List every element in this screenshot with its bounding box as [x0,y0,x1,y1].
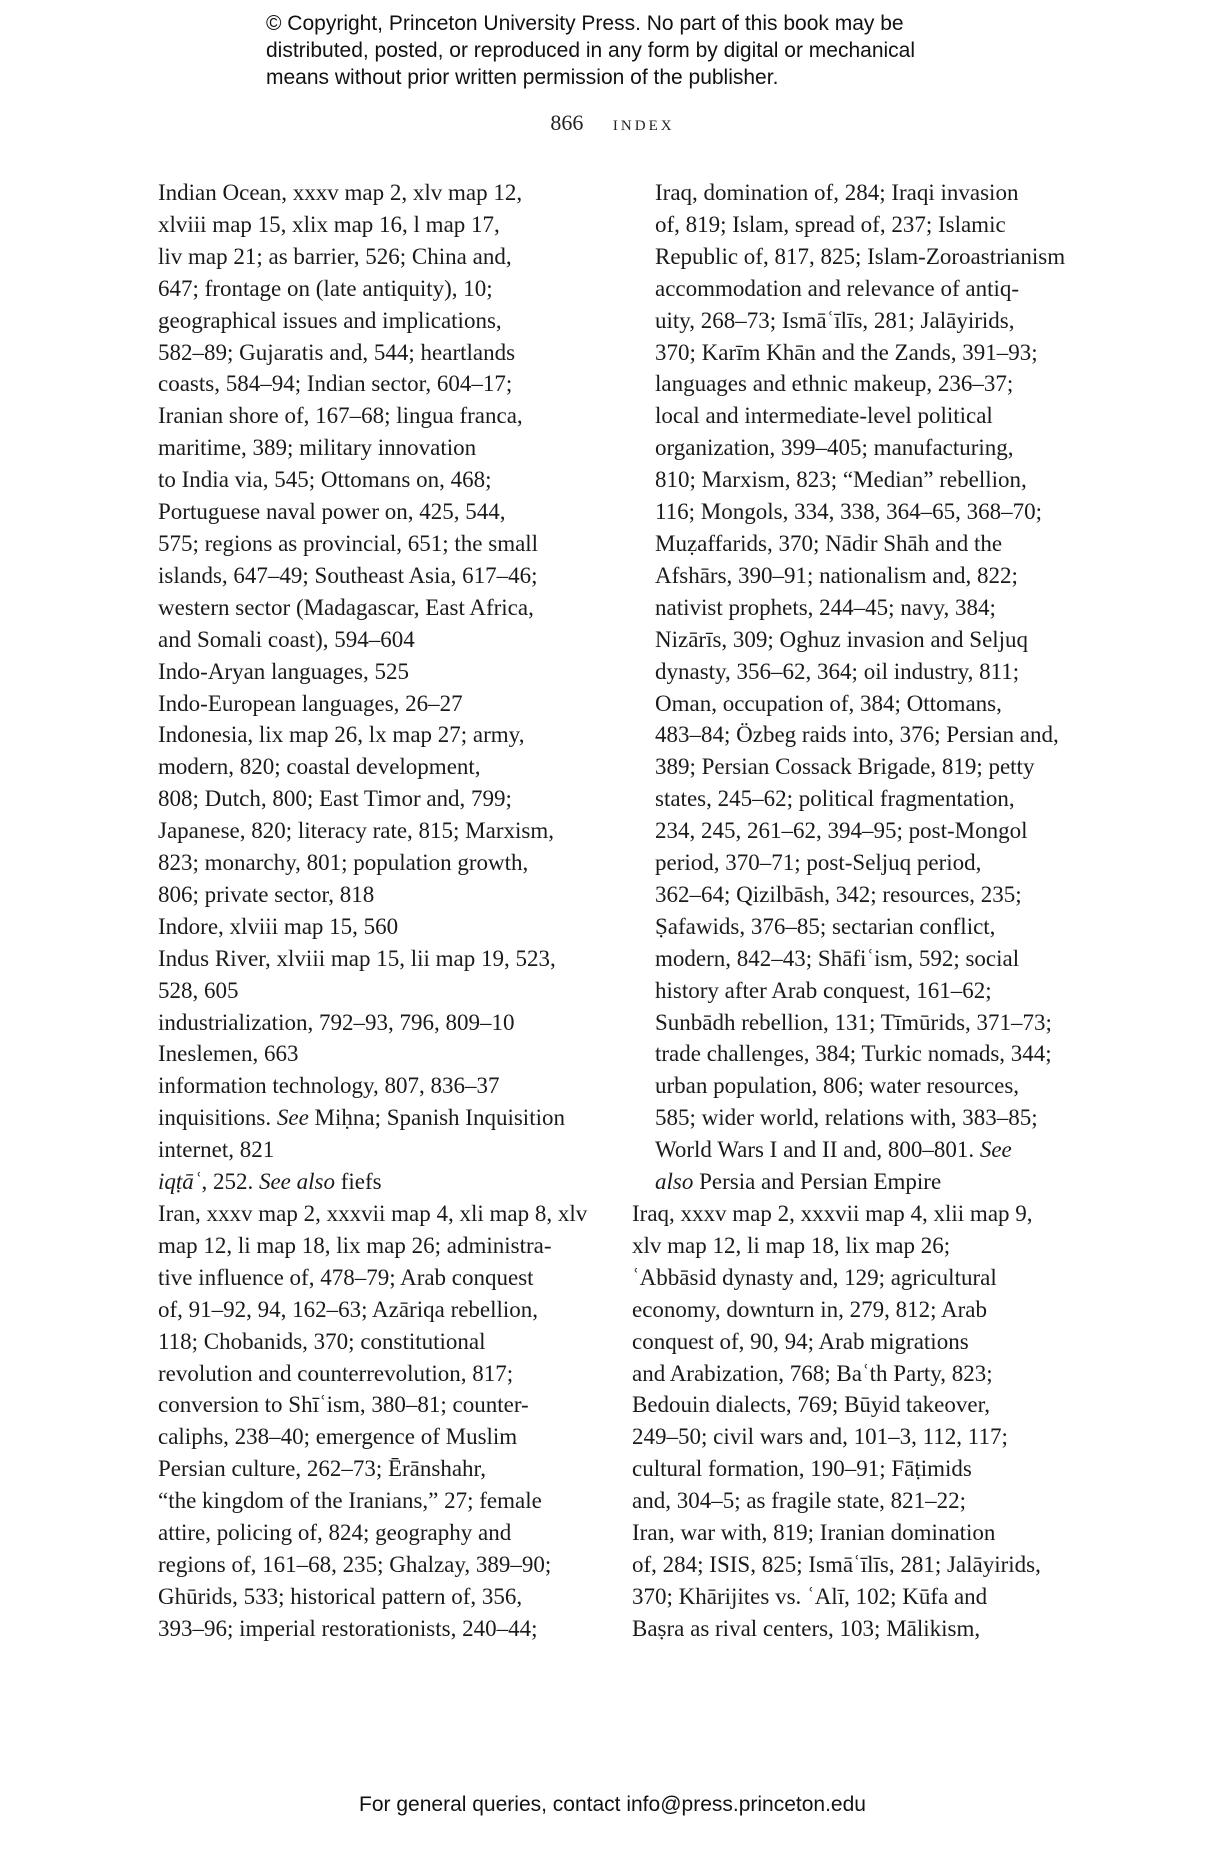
entry-line: revolution and counterrevolution, 817; [158,1360,514,1386]
entry-line: Sunbādh rebellion, 131; Tīmūrids, 371–73; [655,1009,1052,1035]
entry-line: nativist prophets, 244–45; navy, 384; [655,594,996,620]
entry-line: and Somali coast), 594–604 [158,626,415,652]
entry-line: 808; Dutch, 800; East Timor and, 799; [158,786,512,812]
entry-line: 370; Karīm Khān and the Zands, 391–93; [655,339,1038,365]
entry-line: 118; Chobanids, 370; constitutional [158,1328,486,1354]
entry-line [655,1134,1102,1166]
copyright-line: distributed, posted, or reproduced in any form by digital or mechanical [266,39,916,62]
entry-line: 389; Persian Cossack Brigade, 819; petty [655,754,1035,780]
entry-line: of, 284; ISIS, 825; Ismāʿīlīs, 281; Jalāyirids, [632,1551,1041,1577]
index-entry [158,1070,598,1102]
entry-line: Ineslemen, 663 [158,1041,299,1067]
index-entry [158,177,598,656]
entry-line: “the kingdom of the Iranians,” 27; female [158,1488,542,1514]
italic-text: See also [258,1169,335,1195]
entry-line: 582–89; Gujaratis and, 544; heartlands [158,339,516,365]
index-entry [158,1166,598,1198]
entry-line: of, 91–92, 94, 162–63; Azāriqa rebellion, [158,1296,539,1322]
entry-line: modern, 842–43; Shāfiʿism, 592; social [655,945,1020,971]
entry-line: Muẓaffarids, 370; Nādir Shāh and the [655,530,1003,556]
entry-line: 483–84; Özbeg raids into, 376; Persian and, [655,722,1059,748]
entry-line [158,1102,598,1134]
entry-line: conquest of, 90, 94; Arab migrations [632,1328,969,1354]
entry-line: 249–50; civil wars and, 101–3, 112, 117; [632,1424,1008,1450]
copyright-line: © Copyright, Princeton University Press. No part of this book may be [266,12,904,35]
italic-text: also [655,1169,694,1195]
entry-line: 528, 605 [158,977,239,1003]
entry-line: 362–64; Qizilbāsh, 342; resources, 235; [655,881,1022,907]
index-entry [158,656,598,688]
entry-line: and Arabization, 768; Baʿth Party, 823; [632,1360,993,1386]
entry-line [655,1166,1102,1198]
entry-line: Ghūrids, 533; historical pattern of, 356, [158,1583,523,1609]
entry-line: coasts, 584–94; Indian sector, 604–17; [158,371,513,397]
entry-line: Oman, occupation of, 384; Ottomans, [655,690,1002,716]
index-entry [158,1102,598,1134]
entry-line: and, 304–5; as fragile state, 821–22; [632,1488,967,1514]
index-column-left [158,177,598,1645]
entry-line: conversion to Shīʿism, 380–81; counter- [158,1392,529,1418]
entry-line: Ṣafawids, 376–85; sectarian conflict, [655,913,996,939]
entry-line: geographical issues and implications, [158,307,502,333]
entry-line: economy, downturn in, 279, 812; Arab [632,1296,987,1322]
italic-text: iqṭāʿ [158,1169,202,1195]
entry-line: Republic of, 817, 825; Islam-Zoroastrianism [655,243,1066,269]
entry-line: languages and ethnic makeup, 236–37; [655,371,1014,397]
entry-line: maritime, 389; military innovation [158,435,477,461]
entry-line: ʿAbbāsid dynasty and, 129; agricultural [632,1264,997,1290]
italic-text: See [979,1137,1012,1163]
index-entry [158,1038,598,1070]
entry-line: Afshārs, 390–91; nationalism and, 822; [655,562,1018,588]
entry-line: regions of, 161–68, 235; Ghalzay, 389–90; [158,1551,552,1577]
entry-line: xlv map 12, li map 18, lix map 26; [632,1232,951,1258]
running-head [0,110,1225,136]
entry-line: liv map 21; as barrier, 526; China and, [158,243,512,269]
entry-line: Indore, xlviii map 15, 560 [158,913,399,939]
entry-line: Iranian shore of, 167–68; lingua franca, [158,403,523,429]
entry-line: industrialization, 792–93, 796, 809–10 [158,1009,515,1035]
index-entry [158,911,598,943]
entry-line: Iraq, xxxv map 2, xxxvii map 4, xlii map 9, [632,1201,1033,1226]
entry-line: 370; Khārijites vs. ʿAlī, 102; Kūfa and [632,1583,988,1609]
entry-line: Indus River, xlviii map 15, lii map 19, 523, [158,945,556,971]
entry-line: Iran, war with, 819; Iranian domination [632,1520,996,1546]
entry-line: Indo-European languages, 26–27 [158,690,463,716]
entry-line: Indonesia, lix map 26, lx map 27; army, [158,722,525,748]
entry-line: 393–96; imperial restorationists, 240–44; [158,1615,538,1641]
entry-text: inquisitions. [158,1105,277,1131]
index-entry [158,688,598,720]
entry-line: Nizārīs, 309; Oghuz invasion and Seljuq [655,626,1029,652]
entry-line: Baṣra as rival centers, 103; Mālikism, [632,1615,981,1641]
entry-line: cultural formation, 190–91; Fāṭimids [632,1456,972,1482]
entry-line: organization, 399–405; manufacturing, [655,435,1014,461]
entry-line: map 12, li map 18, lix map 26; administra- [158,1232,552,1258]
entry-line: islands, 647–49; Southeast Asia, 617–46; [158,562,538,588]
index-column-right [632,177,1102,1645]
copyright-line: means without prior written permission of the publisher. [266,66,779,89]
index-entry [632,1198,1102,1645]
entry-line: tive influence of, 478–79; Arab conquest [158,1264,534,1290]
entry-line: local and intermediate-level political [655,403,993,429]
entry-text: fiefs [334,1169,382,1195]
italic-text: See [276,1105,309,1131]
entry-line: Indo-Aryan languages, 525 [158,658,410,684]
entry-line: Persian culture, 262–73; Ērānshahr, [158,1456,487,1482]
entry-line: internet, 821 [158,1137,275,1163]
entry-line: history after Arab conquest, 161–62; [655,977,992,1003]
copyright-notice [266,10,1026,91]
entry-line: of, 819; Islam, spread of, 237; Islamic [655,211,1006,237]
entry-text: Persia and Persian Empire [693,1169,942,1195]
entry-line: 585; wider world, relations with, 383–85; [655,1105,1038,1131]
index-entry-continuation [632,177,1102,1198]
entry-line: information technology, 807, 836–37 [158,1073,500,1099]
entry-text: Miḥna; Spanish Inquisition [308,1105,565,1131]
entry-line: uity, 268–73; Ismāʿīlīs, 281; Jalāyirids, [655,307,1015,333]
index-entry [158,1134,598,1166]
entry-line: caliphs, 238–40; emergence of Muslim [158,1424,518,1450]
entry-line: Iran, xxxv map 2, xxxvii map 4, xli map 8, xlv [158,1201,588,1226]
index-entry [158,943,598,1007]
page-number: 866 [550,110,584,135]
entry-line [158,1166,598,1198]
entry-line: Iraq, domination of, 284; Iraqi invasion [655,180,1019,205]
section-title: index [612,110,675,135]
entry-line: modern, 820; coastal development, [158,754,481,780]
index-entry [158,1007,598,1039]
entry-line: Portuguese naval power on, 425, 544, [158,499,506,525]
index-entries [632,1198,1102,1645]
entry-line: Bedouin dialects, 769; Būyid takeover, [632,1392,991,1418]
entry-line: attire, policing of, 824; geography and [158,1520,512,1546]
entry-line: accommodation and relevance of antiq- [655,275,1020,301]
entry-line: 234, 245, 261–62, 394–95; post-Mongol [655,818,1028,844]
entry-line: 823; monarchy, 801; population growth, [158,850,529,876]
entry-line: states, 245–62; political fragmentation, [655,786,1015,812]
entry-line: Japanese, 820; literacy rate, 815; Marxism, [158,818,554,844]
entry-line: dynasty, 356–62, 364; oil industry, 811; [655,658,1020,684]
entry-line: 810; Marxism, 823; “Median” rebellion, [655,467,1027,493]
entry-text: , 252. [201,1169,259,1195]
index-entry [158,1198,598,1645]
entry-line: xlviii map 15, xlix map 16, l map 17, [158,211,500,237]
entry-line: urban population, 806; water resources, [655,1073,1020,1099]
entry-line: period, 370–71; post-Seljuq period, [655,850,982,876]
entry-line: 575; regions as provincial, 651; the small [158,530,539,556]
entry-line: to India via, 545; Ottomans on, 468; [158,467,492,493]
entry-line: 116; Mongols, 334, 338, 364–65, 368–70; [655,499,1042,525]
entry-text: World Wars I and II and, 800–801. [655,1137,980,1163]
entry-line: Indian Ocean, xxxv map 2, xlv map 12, [158,180,523,205]
entry-line: 806; private sector, 818 [158,881,375,907]
entry-line: western sector (Madagascar, East Africa, [158,594,534,620]
entry-line: 647; frontage on (late antiquity), 10; [158,275,493,301]
footer-contact: For general queries, contact info@press.princeton.edu [359,1793,866,1816]
index-entry [158,719,598,910]
entry-line: trade challenges, 384; Turkic nomads, 344; [655,1041,1052,1067]
